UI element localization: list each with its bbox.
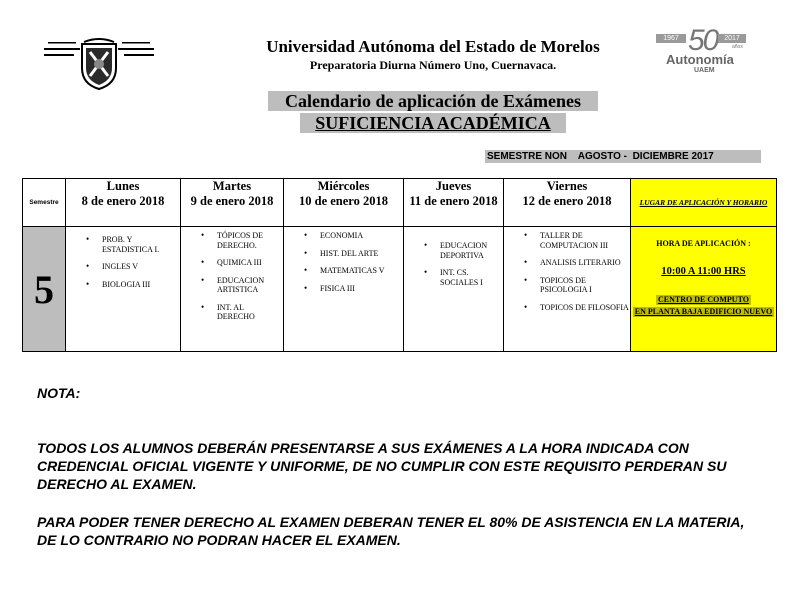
logo-fifty: 50 <box>688 24 718 57</box>
school-subtitle: Preparatoria Diurna Número Uno, Cuernavaca. <box>309 58 557 72</box>
list-item: • PROB. Y ESTADISTICA I. <box>102 235 180 254</box>
exam-location: CENTRO DE COMPUTO <box>658 295 749 304</box>
exam-location-detail: EN PLANTA BAJA EDIFICIO NUEVO <box>634 307 773 316</box>
list-item: • QUIMICA III <box>217 258 283 268</box>
day-name: Viernes <box>546 179 588 193</box>
logo-uaem: UAEM <box>694 67 715 74</box>
day-name: Lunes <box>106 179 140 193</box>
list-item: • TOPICOS DE FILOSOFIA <box>540 303 630 313</box>
semester-header: Semestre <box>23 179 66 227</box>
logo-year-end: 2017 <box>718 34 746 43</box>
wednesday-subjects <box>284 227 404 352</box>
list-item: • INGLES V <box>102 262 180 272</box>
calendar-title: Calendario de aplicación de Exámenes <box>268 91 598 111</box>
list-item: • ANALISIS LITERARIO <box>540 258 630 268</box>
list-item: • TALLER DE COMPUTACION III <box>540 231 630 250</box>
day-name: Miércoles <box>317 179 370 193</box>
day-date: 11 de enero 2018 <box>409 194 498 208</box>
list-item: • INT. CS. SOCIALES I <box>440 268 503 287</box>
semester-number: 5 <box>23 227 66 352</box>
day-header-friday <box>504 179 631 227</box>
exam-schedule-table <box>22 178 777 352</box>
fifty-years-autonomia-logo <box>656 24 748 74</box>
day-name: Jueves <box>435 179 472 193</box>
day-header-wednesday <box>284 179 404 227</box>
list-item: • EDUCACION DEPORTIVA <box>440 241 503 260</box>
place-time-cell <box>631 227 777 352</box>
day-header-thursday <box>404 179 504 227</box>
list-item: • EDUCACION ARTISTICA <box>217 276 283 295</box>
exam-time: 10:00 A 11:00 HRS <box>661 266 746 277</box>
monday-subjects <box>66 227 181 352</box>
list-item: • BIOLOGIA III <box>102 280 180 290</box>
logo-autonomia: Autonomía <box>666 52 734 67</box>
place-time-header: LUGAR DE APLICACIÓN Y HORARIO <box>631 179 777 227</box>
list-item: • TÓPICOS DE DERECHO. <box>217 231 283 250</box>
note-paragraph-credential: TODOS LOS ALUMNOS DEBERÁN PRESENTARSE A SUS EXÁMENES A LA HORA INDICADA CON CREDENCIAL OFICIAL VIGENTE Y UNIFORME, DE NO CUMPLIR CON ESTE REQUISITO PERDERAN SU DERECHO AL EXAMEN. <box>37 440 727 492</box>
university-title: Universidad Autónoma del Estado de Morelos <box>266 37 600 56</box>
day-header-monday <box>66 179 181 227</box>
university-seal-logo <box>44 38 154 90</box>
day-date: 9 de enero 2018 <box>190 194 274 208</box>
day-date: 12 de enero 2018 <box>522 194 612 208</box>
day-name: Martes <box>212 179 252 193</box>
tuesday-subjects <box>181 227 284 352</box>
note-paragraph-attendance: PARA PODER TENER DERECHO AL EXAMEN DEBERAN TENER EL 80% DE ASISTENCIA EN LA MATERIA, DE LO CONTRARIO NO PODRAN HACER EL EXAMEN. <box>37 514 745 548</box>
day-header-tuesday <box>181 179 284 227</box>
list-item: • FISICA III <box>320 284 403 294</box>
exam-type-title: SUFICIENCIA ACADÉMICA <box>300 113 566 133</box>
list-item: • HIST. DEL ARTE <box>320 249 403 259</box>
friday-subjects <box>504 227 631 352</box>
note-heading: NOTA: <box>37 385 81 401</box>
day-date: 8 de enero 2018 <box>81 194 165 208</box>
logo-anos: años <box>732 44 743 50</box>
table-row <box>23 227 777 352</box>
list-item: • ECONOMIA <box>320 231 403 241</box>
semester-period-bar: SEMESTRE NON AGOSTO - DICIEMBRE 2017 <box>485 150 761 163</box>
list-item: • MATEMATICAS V <box>320 266 403 276</box>
list-item: • TOPICOS DE PSICOLOGIA I <box>540 276 630 295</box>
table-header-row <box>23 179 777 227</box>
exam-time-label: HORA DE APLICACIÓN : <box>656 239 751 248</box>
day-date: 10 de enero 2018 <box>299 194 388 208</box>
logo-year-start: 1967 <box>656 34 686 43</box>
list-item: • INT. AL DERECHO <box>217 303 283 322</box>
thursday-subjects <box>404 227 504 352</box>
